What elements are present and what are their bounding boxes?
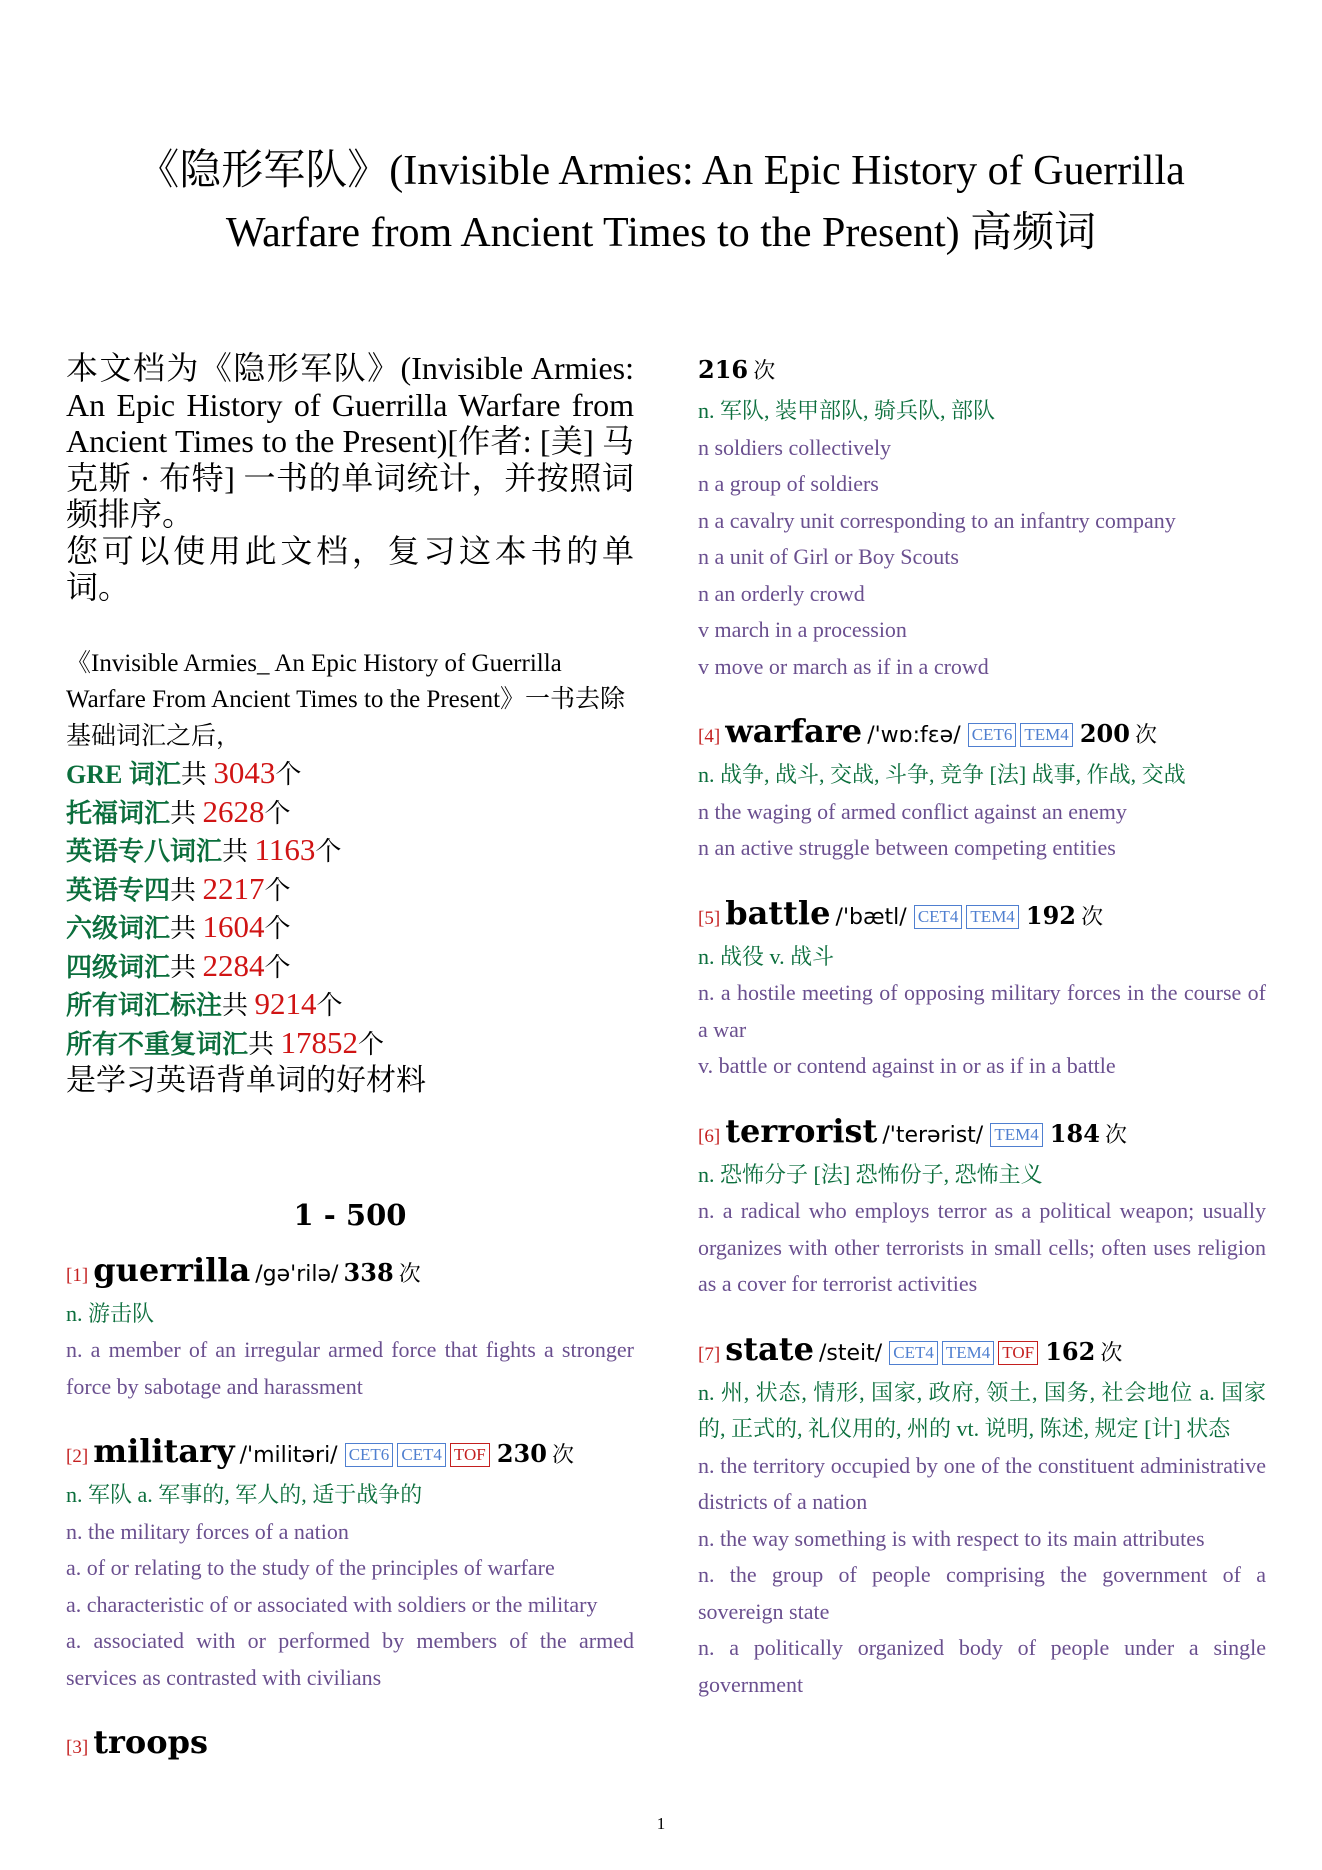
entry-definition: n. the territory occupied by one of the constituent administrative districts of a nation: [698, 1452, 1266, 1514]
stat-label: GRE 词汇: [66, 760, 181, 789]
entry-count: 216: [698, 355, 749, 384]
word-entry-troops-continued: [698, 350, 1266, 685]
stat-unit: 个: [264, 875, 291, 905]
stat-unit: 个: [264, 798, 291, 828]
entry-times: 次: [1135, 723, 1158, 748]
entry-definition: a. associated with or performed by members of the armed services as contrasted with civilians: [66, 1628, 634, 1690]
entry-definition: n. a radical who employs terror as a political weapon; usually organizes with other terrorists in small cells; often uses religion as a cover for terrorist activities: [698, 1198, 1266, 1296]
stat-mid: 共: [222, 991, 255, 1020]
entry-definition: n the waging of armed conflict against an enemy: [698, 798, 1127, 824]
stat-label: 所有不重复词汇: [66, 1029, 249, 1059]
stat-label: 英语专四: [66, 875, 171, 905]
stat-mid: 共: [170, 875, 203, 905]
stat-cet6: [66, 909, 634, 948]
entry-definition: n a group of soldiers: [698, 471, 879, 496]
entry-phonetic: /'bætl/: [835, 904, 907, 930]
entry-phonetic: /'militəri/: [239, 1443, 338, 1468]
stat-count: 2217: [202, 870, 265, 906]
summary-closing: 是学习英语背单词的好材料: [66, 1064, 426, 1097]
entry-header: [698, 350, 1266, 393]
range-heading: 1 - 500: [293, 1197, 407, 1232]
entry-word: warfare: [725, 712, 863, 750]
intro-paragraph-1: 本文档为《隐形军队》(Invisible Armies: An Epic History of Guerrilla Warfare from Ancient Times to the Present)[作者: [美] 马克斯 · 布特] 一书的单词统计，并按照词频排序。: [66, 350, 634, 532]
entry-definition: n. the group of people comprising the government of a sovereign state: [698, 1562, 1266, 1624]
tag-badge: CET4: [397, 1443, 446, 1467]
entry-word: military: [93, 1432, 235, 1470]
entry-times: 次: [753, 359, 776, 384]
entry-definition: n. a hostile meeting of opposing military forces in the course of a war: [698, 980, 1266, 1042]
entry-count: 338: [343, 1257, 394, 1287]
entry-header: [66, 1722, 634, 1768]
word-entry-warfare: [698, 711, 1266, 867]
stat-unit: 个: [275, 760, 302, 789]
page-title: 《隐形军队》(Invisible Armies: An Epic History of Guerrilla Warfare from Ancient Times to the Present) 高频词: [137, 148, 1185, 256]
left-column: [66, 350, 634, 1794]
entry-header: [698, 1111, 1266, 1157]
word-entry-state: [698, 1329, 1266, 1704]
entry-definition: n an active struggle between competing entities: [698, 835, 1116, 860]
entry-index: [7]: [698, 1343, 721, 1365]
entry-word: state: [725, 1329, 814, 1368]
stat-unit: 个: [264, 914, 291, 943]
stat-count: 1163: [254, 832, 316, 867]
stat-label: 英语专八词汇: [66, 837, 223, 866]
entry-definition: v move or march as if in a crowd: [698, 653, 989, 679]
entry-count: 230: [496, 1439, 547, 1468]
stat-unit: 个: [358, 1029, 385, 1059]
stat-unit: 个: [264, 952, 291, 982]
entry-index: [2]: [66, 1446, 89, 1467]
entry-times: 次: [1081, 904, 1104, 930]
stat-tem8: [66, 832, 634, 871]
entry-index: [3]: [66, 1737, 89, 1758]
entry-word: battle: [725, 893, 831, 932]
entry-definition: n. a member of an irregular armed force that fights a stronger force by sabotage and harassment: [66, 1337, 634, 1399]
word-entry-battle: [698, 893, 1266, 1085]
stat-toefl: [66, 794, 634, 833]
entry-definition: v. battle or contend against in or as if in a battle: [698, 1053, 1116, 1078]
word-entry-terrorist: [698, 1111, 1266, 1303]
entry-count: 200: [1079, 719, 1130, 748]
entry-times: 次: [398, 1261, 421, 1287]
word-entry-troops: [66, 1722, 634, 1768]
stat-mid: 共: [222, 837, 255, 866]
stat-count: 2628: [202, 793, 265, 829]
stat-count: 1604: [202, 909, 265, 944]
entry-index: [5]: [698, 907, 721, 929]
entry-definition: n a unit of Girl or Boy Scouts: [698, 544, 959, 569]
entry-index: [1]: [66, 1264, 89, 1286]
tag-badge: CET4: [914, 905, 963, 929]
tag-badge: TEM4: [942, 1341, 994, 1365]
stat-all-tagged: [66, 986, 634, 1025]
tag-badge: TEM4: [966, 905, 1018, 929]
entry-times: 次: [1105, 1122, 1128, 1148]
stat-unit: 个: [316, 991, 343, 1020]
entry-header: [698, 1329, 1266, 1375]
entry-phonetic: /'terərist/: [882, 1122, 984, 1148]
tag-badge: TEM4: [1020, 723, 1072, 747]
entry-times: 次: [552, 1443, 575, 1468]
entry-definition: n. the military forces of a nation: [66, 1518, 349, 1544]
stat-mid: 共: [180, 760, 214, 789]
entry-word: guerrilla: [93, 1250, 251, 1289]
entry-chinese-definition: n. 游击队: [66, 1300, 155, 1326]
intro-paragraph-2: 您可以使用此文档，复习这本书的单词。: [66, 532, 634, 605]
stat-mid: 共: [170, 914, 203, 943]
entry-index: [4]: [698, 726, 721, 747]
entry-phonetic: /steit/: [819, 1340, 883, 1366]
stat-count: 3043: [213, 755, 276, 790]
entry-definition: v march in a procession: [698, 617, 907, 642]
entry-definition: n an orderly crowd: [698, 580, 865, 606]
entry-count: 184: [1049, 1118, 1100, 1148]
word-entry-military: [66, 1431, 634, 1696]
page-number: 1: [656, 1814, 666, 1833]
entry-phonetic: /'wɒ:fɛə/: [867, 723, 961, 748]
stat-unit: 个: [315, 837, 342, 866]
stat-mid: 共: [248, 1029, 281, 1059]
entry-definition: n a cavalry unit corresponding to an infantry company: [698, 507, 1176, 533]
entry-chinese-definition: n. 州, 状态, 情形, 国家, 政府, 领土, 国务, 社会地位 a. 国家的, 正式的, 礼仪用的, 州的 vt. 说明, 陈述, 规定 [计] 状态: [698, 1379, 1266, 1441]
summary-intro: 《Invisible Armies_ An Epic History of Guerrilla Warfare From Ancient Times to the Present》一书去除基础词汇之后，: [66, 649, 626, 750]
tag-badge: CET6: [968, 723, 1017, 747]
vocab-stats: [66, 755, 634, 1063]
entry-phonetic: /gə'rilə/: [255, 1261, 339, 1287]
tag-badge: CET6: [345, 1443, 394, 1467]
entry-chinese-definition: n. 军队 a. 军事的, 军人的, 适于战争的: [66, 1482, 423, 1507]
stat-label: 托福词汇: [66, 798, 171, 828]
stat-mid: 共: [170, 798, 203, 828]
tag-badge: TOF: [998, 1341, 1038, 1365]
stat-label: 六级词汇: [66, 914, 171, 943]
entry-count: 192: [1025, 900, 1077, 930]
entry-chinese-definition: n. 战役 v. 战斗: [698, 943, 835, 969]
entry-definition: n. the way something is with respect to its main attributes: [698, 1525, 1205, 1551]
entry-word: terrorist: [725, 1111, 878, 1150]
stat-count: 17852: [280, 1024, 359, 1060]
entry-header: [66, 1431, 634, 1477]
right-column: [698, 350, 1266, 1729]
entry-count: 162: [1045, 1336, 1096, 1366]
entry-definition: n. a politically organized body of people under a single government: [698, 1635, 1266, 1697]
stat-label: 四级词汇: [66, 952, 171, 982]
entry-header: [66, 1250, 634, 1296]
tag-badge: TOF: [450, 1443, 490, 1467]
stat-count: 9214: [254, 986, 317, 1021]
entry-word: troops: [93, 1723, 208, 1761]
tag-badge: TEM4: [990, 1123, 1042, 1147]
stat-count: 2284: [202, 947, 265, 983]
stat-tem4: [66, 871, 634, 910]
entry-chinese-definition: n. 军队, 装甲部队, 骑兵队, 部队: [698, 398, 996, 423]
stat-mid: 共: [170, 952, 203, 982]
entry-times: 次: [1100, 1340, 1123, 1366]
stat-cet4: [66, 948, 634, 987]
stat-gre: [66, 755, 634, 794]
entry-chinese-definition: n. 恐怖分子 [法] 恐怖份子, 恐怖主义: [698, 1161, 1043, 1187]
entry-index: [6]: [698, 1125, 721, 1147]
entry-definition: a. of or relating to the study of the principles of warfare: [66, 1555, 555, 1580]
entry-header: [698, 711, 1266, 757]
stat-all-unique: [66, 1025, 634, 1064]
tag-badge: CET4: [889, 1341, 938, 1365]
entry-definition: a. characteristic of or associated with soldiers or the military: [66, 1591, 598, 1617]
stat-label: 所有词汇标注: [66, 991, 223, 1020]
entry-chinese-definition: n. 战争, 战斗, 交战, 斗争, 竞争 [法] 战事, 作战, 交战: [698, 762, 1186, 787]
entry-header: [698, 893, 1266, 939]
entry-definition: n soldiers collectively: [698, 434, 892, 460]
word-entry-guerrilla: [66, 1250, 634, 1406]
